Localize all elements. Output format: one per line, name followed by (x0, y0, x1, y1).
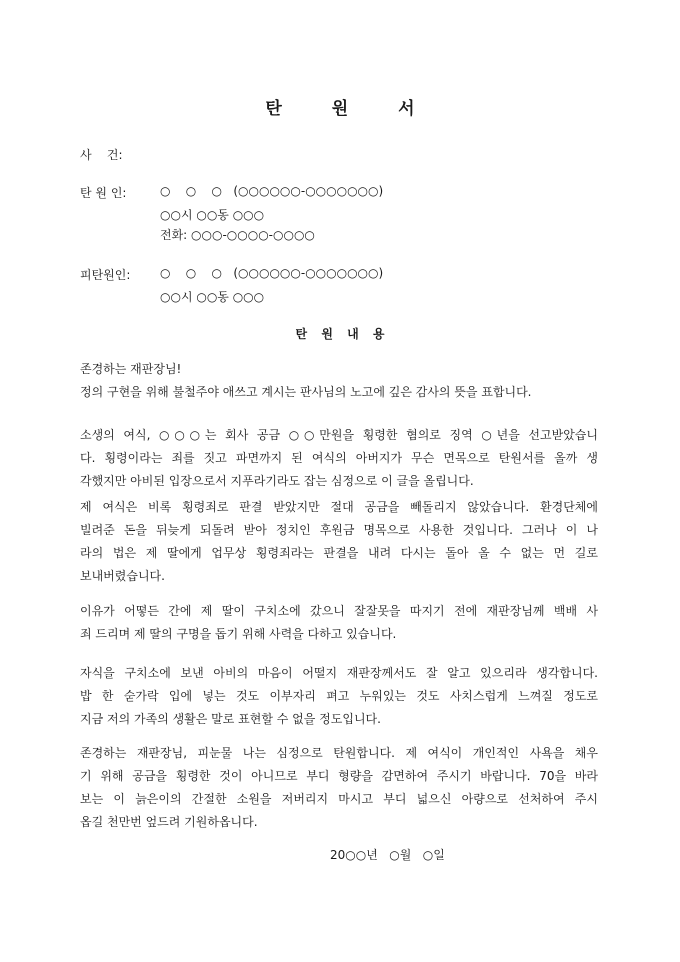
paragraph-5 (80, 742, 598, 834)
paragraph-line: 보내버렸습니다. (80, 569, 165, 583)
defendant-label: 피탄원인: (80, 268, 131, 282)
paragraph-1 (80, 424, 598, 493)
title-char: 원 (331, 99, 349, 119)
petitioner-name: ○ ○ ○ (○○○○○○-○○○○○○○) (160, 184, 384, 198)
title-char: 탄 (265, 99, 282, 119)
paragraph-line: 소생의 여식, ○○○는 회사 공금 ○○만원을 횡령한 혐의로 징역 ○년을 선고받았습니 (80, 428, 598, 442)
petitioner-address: ○○시 ○○동 ○○○ (160, 208, 265, 222)
paragraph-2 (80, 496, 598, 588)
paragraph-line: 보는 이 늙은이의 간절한 소원을 저버리지 마시고 부디 넓으신 아량으로 선처하여 주시 (80, 792, 598, 806)
paragraph-3 (80, 600, 598, 646)
paragraph-line: 기 위해 공금을 횡령한 것이 아니므로 부디 형량을 감면하여 주시기 바랍니다. 70을 바라 (80, 769, 598, 783)
section-title (0, 325, 680, 342)
paragraph-line: 이유가 어떻든 간에 제 딸이 구치소에 갔으니 잘잘못을 따지기 전에 재판장님께 백배 사 (80, 604, 598, 618)
section-title-char: 원 (321, 327, 333, 341)
paragraph-greeting (80, 358, 598, 404)
paragraph-line: 라의 법은 제 딸에게 업무상 횡령죄라는 판결을 내려 다시는 돌아 올 수 없는 먼 길로 (80, 546, 598, 560)
paragraph-line: 빌려준 돈을 뒤늦게 되돌려 받아 정치인 후원금 명목으로 사용한 것입니다. 그러나 이 나 (80, 523, 598, 537)
paragraph-line: 정의 구현을 위해 불철주야 애쓰고 계시는 판사님의 노고에 깊은 감사의 뜻을 표합니다. (80, 385, 532, 399)
section-title-char: 용 (372, 327, 385, 341)
defendant-address: ○○시 ○○동 ○○○ (160, 290, 265, 304)
section-title-char: 내 (347, 327, 359, 341)
paragraph-line: 죄 드리며 제 딸의 구명을 돕기 위해 사력을 다하고 있습니다. (80, 627, 397, 641)
defendant-name: ○ ○ ○ (○○○○○○-○○○○○○○) (160, 266, 384, 280)
paragraph-line: 존경하는 재판장님! (80, 362, 182, 376)
paragraph-line: 옵길 천만번 엎드려 기원하옵니다. (80, 815, 258, 829)
petitioner-phone: 전화: ○○○-○○○○-○○○○ (160, 228, 315, 242)
paragraph-line: 제 여식은 비록 횡령죄로 판결 받았지만 절대 공금을 빼돌리지 않았습니다. 환경단체에 (80, 500, 598, 514)
paragraph-line: 자식을 구치소에 보낸 아비의 마음이 어떨지 재판장께서도 잘 알고 있으리라 생각합니다. (80, 666, 598, 680)
paragraph-line: 다. 횡령이라는 죄를 짓고 파면까지 된 여식의 아버지가 무슨 면목으로 탄원서를 올까 생 (80, 451, 598, 465)
document-title (0, 94, 680, 119)
paragraph-4 (80, 662, 598, 731)
paragraph-line: 각했지만 아비된 입장으로서 지푸라기라도 잡는 심정으로 이 글을 올립니다. (80, 474, 474, 488)
document-date: 20○○년 ○월 ○일 (330, 848, 445, 862)
section-title-char: 탄 (295, 327, 308, 341)
paragraph-line: 지금 저의 가족의 생활은 말로 표현할 수 없을 정도입니다. (80, 712, 381, 726)
paragraph-line: 밥 한 숟가락 입에 넣는 것도 이부자리 펴고 누워있는 것도 사치스럽게 느껴질 정도로 (80, 689, 598, 703)
case-label: 사 건: (80, 148, 123, 162)
petitioner-label: 탄 원 인: (80, 186, 127, 200)
paragraph-line: 존경하는 재판장님, 피눈물 나는 심정으로 탄원합니다. 제 여식이 개인적인 사욕을 채우 (80, 746, 598, 760)
title-char: 서 (398, 99, 415, 119)
